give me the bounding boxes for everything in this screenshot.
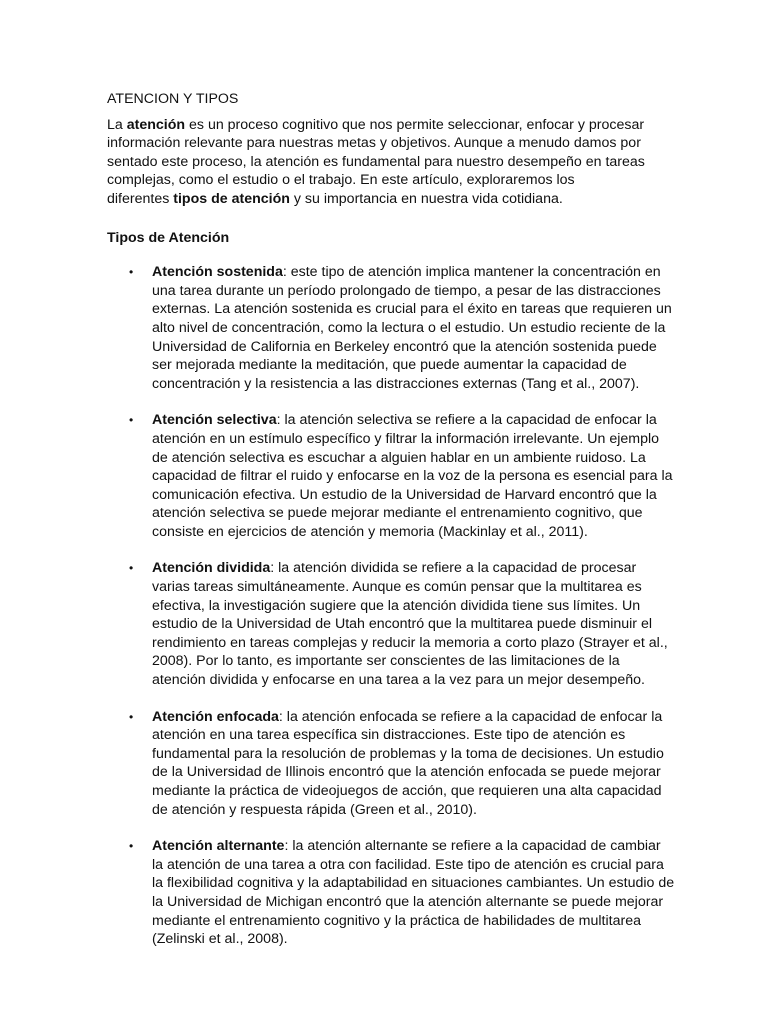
item-line: de atención y respuesta rápida (Green et al., 2010). <box>152 801 477 818</box>
item-line <box>152 559 665 578</box>
item-line: alto nivel de concentración, como la lectura o el estudio. Un estudio reciente de la <box>152 319 666 336</box>
item-line: varias tareas simultáneamente. Aunque es común pensar que la multitarea es <box>152 579 642 596</box>
bullet-icon: • <box>129 265 134 280</box>
item-line: la flexibilidad cognitiva y la adaptabilidad en situaciones cambiantes. Un estudio de <box>152 875 675 892</box>
type-name: Atención alternante <box>152 838 285 855</box>
list-item <box>107 411 673 541</box>
item-line: ser mejorada mediante la meditación, que puede aumentar la capacidad de <box>152 357 627 374</box>
item-line: la Universidad de Michigan encontró que la atención alternante se puede mejorar <box>152 893 664 910</box>
list-item <box>107 559 668 689</box>
bullet-icon: • <box>129 839 134 854</box>
bullet-icon: • <box>129 561 134 576</box>
item-line <box>152 263 665 282</box>
intro-line1-rest: es un proceso cognitivo que nos permite seleccionar, enfocar y procesar <box>185 116 645 133</box>
intro-line5-rest: y su importancia en nuestra vida cotidiana. <box>289 190 563 207</box>
intro-keyword: atención <box>126 116 186 133</box>
item-line: concentración y la resistencia a las distracciones externas (Tang et al., 2007). <box>152 375 640 392</box>
type-description: : la atención enfocada se refiere a la capacidad de enfocar la <box>278 708 663 725</box>
type-name: Atención selectiva <box>152 412 277 429</box>
item-line: atención selectiva se puede mejorar mediante el entrenamiento cognitivo, que <box>152 505 643 522</box>
intro-line <box>107 190 667 209</box>
intro-line5-bold: tipos de atención <box>173 190 290 207</box>
item-line: comunicación efectiva. Un estudio de la Universidad de Harvard encontró que la <box>152 486 657 503</box>
item-line: mediante el entrenamiento cognitivo y la práctica de habilidades de multitarea <box>152 912 641 929</box>
intro-line5-prefix: diferentes <box>107 190 174 207</box>
type-description: : la atención alternante se refiere a la capacidad de cambiar <box>284 838 661 855</box>
list-item <box>107 708 665 820</box>
section-heading: Tipos de Atención <box>107 229 230 246</box>
intro-line <box>107 116 667 135</box>
intro-prefix: La <box>107 116 127 133</box>
attention-types-list <box>107 263 675 949</box>
item-line: efectiva, la investigación sugiere que la atención dividida tiene sus límites. Un <box>152 597 641 614</box>
bullet-icon: • <box>129 709 134 724</box>
item-line: de atención selectiva es escuchar a alguien hablar en un ambiente ruidoso. La <box>152 449 646 466</box>
type-description: : este tipo de atención implica mantener la concentración en <box>282 264 661 281</box>
item-line: estudio de la Universidad de Utah encontró que la multitarea puede disminuir el <box>152 616 653 633</box>
item-line: de la Universidad de Illinois encontró que la atención enfocada se puede mejorar <box>152 764 661 781</box>
list-item <box>107 837 675 949</box>
item-line: fundamental para la resolución de problemas y la toma de decisiones. Un estudio <box>152 745 664 762</box>
item-line: mediante la práctica de videojuegos de acción, que requieren una alta capacidad <box>152 783 662 799</box>
item-line: atención dividida y enfocarse en una tarea a la vez para un mejor desempeño. <box>152 672 645 689</box>
item-line: capacidad de filtrar el ruido y enfocarse en la voz de la persona es esencial para la <box>152 468 673 485</box>
item-line: atención en un estímulo específico y filtrar la información irrelevante. Un ejemplo <box>152 430 660 447</box>
item-line <box>152 411 665 430</box>
item-line <box>152 708 665 727</box>
item-line <box>152 837 665 856</box>
item-line: una tarea durante un período prolongado de tiempo, a pesar de las distracciones <box>152 282 661 299</box>
document-title: ATENCION Y TIPOS <box>107 91 239 107</box>
item-line: 2008). Por lo tanto, es importante ser conscientes de las limitaciones de la <box>152 653 620 670</box>
intro-line: complejas, como el estudio o el trabajo. En este artículo, exploraremos los <box>107 172 575 189</box>
item-line: Universidad de California en Berkeley encontró que la atención sostenida puede <box>152 338 657 355</box>
intro-paragraph <box>107 116 667 209</box>
item-line: la atención de una tarea a otra con facilidad. Este tipo de atención es crucial para <box>152 856 664 873</box>
item-line: consiste en ejercicios de atención y memoria (Mackinlay et al., 2011). <box>152 523 588 540</box>
type-name: Atención dividida <box>152 560 271 577</box>
intro-line: sentado este proceso, la atención es fundamental para nuestro desempeño en tareas <box>107 153 645 170</box>
intro-line: información relevante para nuestras metas y objetivos. Aunque a menudo damos por <box>107 135 641 152</box>
type-name: Atención enfocada <box>152 708 279 725</box>
list-item <box>107 263 672 393</box>
bullet-icon: • <box>129 413 134 428</box>
item-line: rendimiento en tareas complejas y reducir la memoria a corto plazo (Strayer et al., <box>152 634 668 651</box>
document-page <box>107 90 675 967</box>
type-name: Atención sostenida <box>152 264 283 281</box>
type-description: : la atención dividida se refiere a la capacidad de procesar <box>270 560 637 577</box>
type-description: : la atención selectiva se refiere a la capacidad de enfocar la <box>276 412 657 429</box>
item-line: atención en una tarea específica sin distracciones. Este tipo de atención es <box>152 727 626 744</box>
item-line: externas. La atención sostenida es crucial para el éxito en tareas que requieren un <box>152 301 672 318</box>
item-line: (Zelinski et al., 2008). <box>152 931 288 948</box>
